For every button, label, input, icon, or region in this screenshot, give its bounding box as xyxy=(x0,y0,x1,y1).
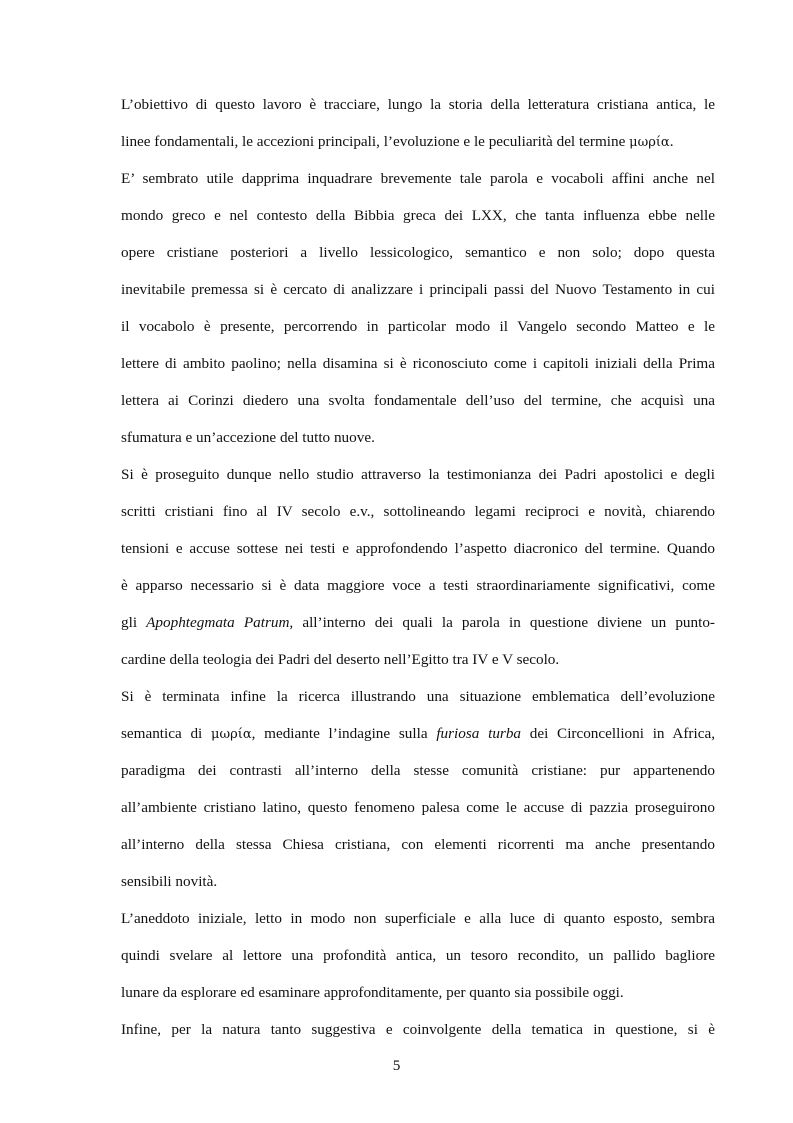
text-line xyxy=(121,86,715,123)
text-segment: , mediante l’indagine sulla xyxy=(251,725,437,742)
text-segment: scritti cristiani fino al IV secolo e.v., sottolineando legami reciproci e novità, chiarendo xyxy=(121,503,715,520)
text-line xyxy=(121,123,715,160)
text-line xyxy=(121,900,715,937)
text-segment: sfumatura e un’accezione del tutto nuove. xyxy=(121,429,375,446)
text-segment: semantica di xyxy=(121,725,212,742)
text-segment: sensibili novità. xyxy=(121,873,218,890)
paragraph xyxy=(121,1011,715,1048)
greek-term: μωρία xyxy=(629,135,670,150)
text-segment: cardine della teologia dei Padri del deserto nell’Egitto tra IV e V secolo. xyxy=(121,651,560,668)
text-segment: , all’interno dei quali la parola in questione diviene un punto- xyxy=(289,614,715,631)
text-line xyxy=(121,604,715,641)
text-line xyxy=(121,234,715,271)
text-segment: lunare da esplorare ed esaminare approfonditamente, per quanto sia possibile oggi. xyxy=(121,984,624,1001)
text-segment: paradigma dei contrasti all’interno della stesse comunità cristiane: pur appartenendo xyxy=(121,762,715,779)
text-line xyxy=(121,160,715,197)
document-body xyxy=(121,86,715,1048)
text-segment: Infine, per la natura tanto suggestiva e coinvolgente della tematica in questione, si è xyxy=(121,1021,715,1038)
text-segment: linee fondamentali, le accezioni principali, l’evoluzione e le peculiarità del termine xyxy=(121,133,630,150)
text-line xyxy=(121,197,715,234)
text-segment: inevitabile premessa si è cercato di analizzare i principali passi del Nuovo Testamento in cui xyxy=(121,281,715,298)
text-line xyxy=(121,826,715,863)
text-segment: il vocabolo è presente, percorrendo in particolar modo il Vangelo secondo Matteo e le xyxy=(121,318,715,335)
text-segment: all’ambiente cristiano latino, questo fenomeno palesa come le accuse di pazzia proseguirono xyxy=(121,799,715,816)
text-line xyxy=(121,641,715,678)
text-line xyxy=(121,789,715,826)
text-segment: all’interno della stessa Chiesa cristiana, con elementi ricorrenti ma anche presentando xyxy=(121,836,715,853)
text-segment: opere cristiane posteriori a livello lessicologico, semantico e non solo; dopo questa xyxy=(121,244,715,261)
text-line xyxy=(121,715,715,752)
greek-term: μωρία xyxy=(211,727,252,742)
page-number: 5 xyxy=(392,1057,401,1074)
text-line xyxy=(121,974,715,1011)
text-segment: gli xyxy=(121,614,147,631)
text-segment: quindi svelare al lettore una profondità antica, un tesoro recondito, un pallido bagliore xyxy=(121,947,715,964)
paragraph xyxy=(121,900,715,1011)
text-line xyxy=(121,345,715,382)
text-line xyxy=(121,419,715,456)
paragraph xyxy=(121,160,715,456)
text-segment: L’obiettivo di questo lavoro è tracciare, lungo la storia della letteratura cristiana antica, le xyxy=(121,96,715,113)
text-segment: lettera ai Corinzi diedero una svolta fondamentale dell’uso del termine, che acquisì una xyxy=(121,392,715,409)
text-line xyxy=(121,567,715,604)
text-segment: tensioni e accuse sottese nei testi e approfondendo l’aspetto diacronico del termine. Quando xyxy=(121,540,715,557)
italic-text: furiosa turba xyxy=(436,725,522,742)
paragraph xyxy=(121,456,715,678)
text-segment: Si è terminata infine la ricerca illustrando una situazione emblematica dell’evoluzione xyxy=(121,688,715,705)
text-segment: è apparso necessario si è data maggiore voce a testi straordinariamente significativi, come xyxy=(121,577,715,594)
text-line xyxy=(121,1011,715,1048)
text-segment: lettere di ambito paolino; nella disamina si è riconosciuto come i capitoli iniziali della Prima xyxy=(121,355,715,372)
text-segment: mondo greco e nel contesto della Bibbia greca dei LXX, che tanta influenza ebbe nelle xyxy=(121,207,715,224)
text-line xyxy=(121,382,715,419)
paragraph xyxy=(121,86,715,160)
text-segment: Si è proseguito dunque nello studio attraverso la testimonianza dei Padri apostolici e degli xyxy=(121,466,715,483)
text-segment: L’aneddoto iniziale, letto in modo non superficiale e alla luce di quanto esposto, sembra xyxy=(121,910,715,927)
text-line xyxy=(121,456,715,493)
text-segment: E’ sembrato utile dapprima inquadrare brevemente tale parola e vocaboli affini anche nel xyxy=(121,170,715,187)
text-line xyxy=(121,308,715,345)
text-line xyxy=(121,493,715,530)
text-line xyxy=(121,752,715,789)
paragraph xyxy=(121,678,715,900)
text-line xyxy=(121,863,715,900)
text-segment: . xyxy=(669,133,674,150)
text-line xyxy=(121,937,715,974)
text-segment: dei Circoncellioni in Africa, xyxy=(521,725,715,742)
italic-text: Apophtegmata Patrum xyxy=(146,614,290,631)
text-line xyxy=(121,678,715,715)
text-line xyxy=(121,271,715,308)
text-line xyxy=(121,530,715,567)
